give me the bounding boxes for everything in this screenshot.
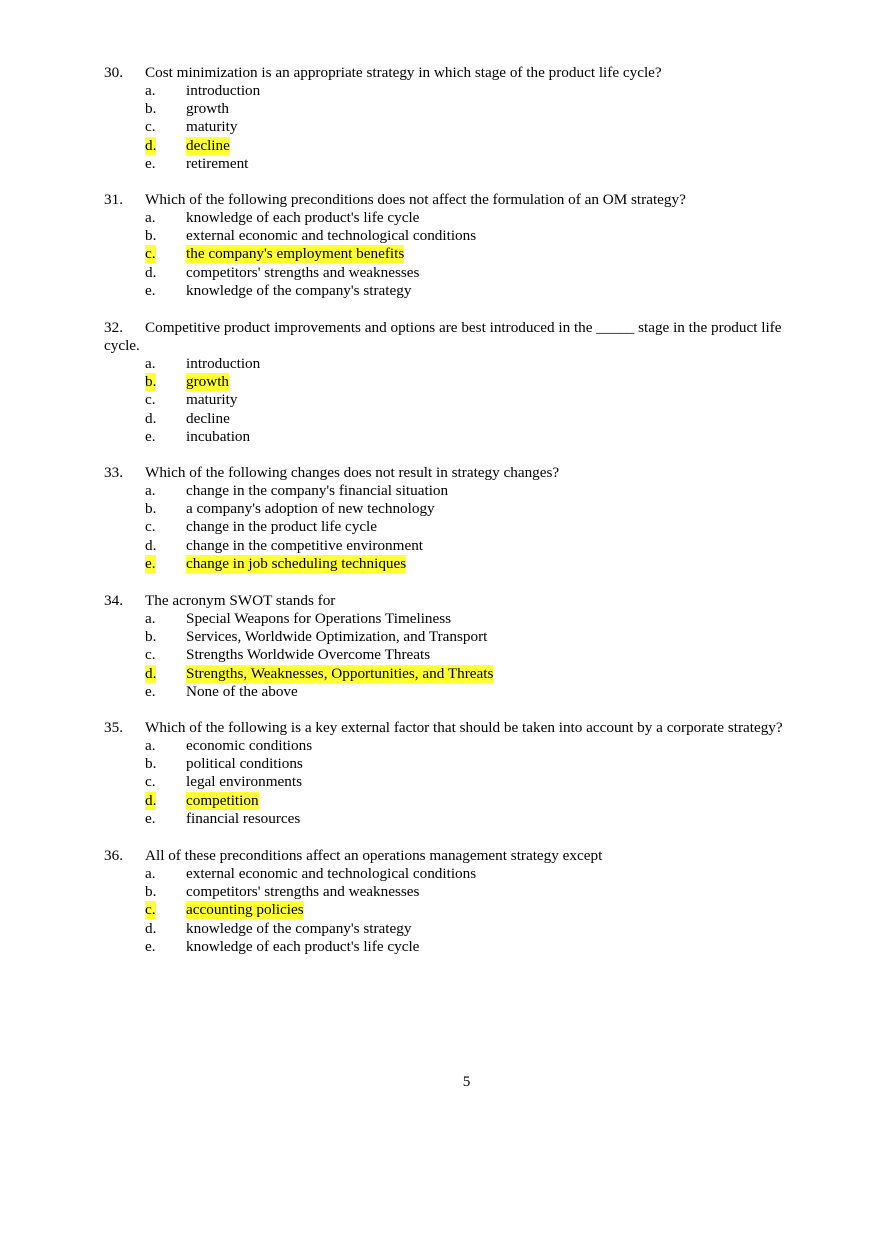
option-text: external economic and technological conditions [186, 227, 477, 245]
option-c [104, 391, 824, 409]
option-letter: e. [145, 281, 156, 299]
option-b [104, 227, 824, 245]
option-letter: d. [145, 536, 157, 554]
option-a [104, 610, 824, 628]
option-letter: b. [145, 227, 157, 245]
question-stem [104, 847, 824, 865]
option-letter: e. [145, 937, 156, 955]
option-text: knowledge of the company's strategy [186, 281, 412, 299]
question-33 [104, 464, 824, 573]
option-d-highlighted-answer [104, 665, 824, 683]
option-letter: e. [145, 809, 156, 827]
option-e [104, 282, 824, 300]
option-letter: d. [145, 664, 157, 682]
question-stem [104, 64, 824, 82]
option-letter: c. [145, 773, 156, 791]
option-b [104, 500, 824, 518]
option-text: political conditions [186, 755, 303, 773]
option-letter: b. [145, 755, 157, 773]
question-text: All of these preconditions affect an operations management strategy except [145, 847, 603, 864]
option-e [104, 810, 824, 828]
option-letter: d. [145, 791, 157, 809]
option-a [104, 82, 824, 100]
option-letter: b. [145, 883, 157, 901]
question-stem [104, 719, 824, 737]
option-letter: b. [145, 628, 157, 646]
option-a [104, 865, 824, 883]
option-text: growth [186, 100, 230, 118]
question-36 [104, 847, 824, 956]
option-letter: d. [145, 919, 157, 937]
option-letter: c. [145, 391, 156, 409]
option-a [104, 355, 824, 373]
option-text: knowledge of each product's life cycle [186, 209, 420, 226]
option-text: Strengths, Weaknesses, Opportunities, and Threats [186, 664, 494, 682]
option-letter: c. [145, 518, 156, 536]
option-text: financial resources [186, 809, 301, 827]
option-text: competitors' strengths and weaknesses [186, 883, 420, 901]
question-30 [104, 64, 824, 173]
option-letter: c. [145, 646, 156, 664]
option-letter: b. [145, 373, 157, 391]
option-b [104, 100, 824, 118]
option-e [104, 683, 824, 701]
question-number: 30. [104, 64, 123, 81]
option-text: competitors' strengths and weaknesses [186, 263, 420, 281]
option-d [104, 410, 824, 428]
question-number: 33. [104, 464, 123, 481]
option-letter: d. [145, 136, 157, 154]
option-letter: d. [145, 263, 157, 281]
option-letter: e. [145, 154, 156, 172]
option-c-highlighted-answer [104, 245, 824, 263]
option-text: external economic and technological conditions [186, 865, 477, 882]
option-letter: d. [145, 409, 157, 427]
option-text: Services, Worldwide Optimization, and Transport [186, 628, 488, 646]
option-c [104, 518, 824, 536]
option-letter: e. [145, 554, 156, 572]
page-number: 5 [462, 1073, 471, 1090]
option-b [104, 628, 824, 646]
option-c [104, 646, 824, 664]
option-letter: e. [145, 427, 156, 445]
question-stem [104, 319, 826, 355]
option-a [104, 482, 824, 500]
question-number: 35. [104, 719, 123, 736]
option-text: competition [186, 791, 259, 809]
option-text: a company's adoption of new technology [186, 500, 435, 518]
option-letter: a. [145, 355, 156, 372]
option-e-highlighted-answer [104, 555, 824, 573]
option-d [104, 264, 824, 282]
option-d-highlighted-answer [104, 792, 824, 810]
question-text: The acronym SWOT stands for [145, 592, 336, 609]
option-b-highlighted-answer [104, 373, 824, 391]
option-letter: a. [145, 482, 156, 499]
option-text: decline [186, 136, 230, 154]
option-text: change in the company's financial situation [186, 482, 449, 499]
option-text: Special Weapons for Operations Timeliness [186, 610, 452, 627]
option-c [104, 118, 824, 136]
question-stem [104, 592, 824, 610]
option-letter: b. [145, 100, 157, 118]
question-stem [104, 464, 824, 482]
option-text: retirement [186, 154, 249, 172]
option-text: incubation [186, 427, 251, 445]
option-d [104, 537, 824, 555]
question-text: Competitive product improvements and options are best introduced in the _____ stage in the product life cycle. [104, 319, 782, 354]
option-a [104, 737, 824, 755]
option-e [104, 155, 824, 173]
question-text: Which of the following preconditions does not affect the formulation of an OM strategy? [145, 191, 686, 208]
question-34 [104, 592, 824, 701]
question-text: Which of the following is a key external factor that should be taken into account by a corporate strategy? [145, 719, 783, 736]
option-letter: a. [145, 82, 156, 99]
option-letter: b. [145, 500, 157, 518]
option-letter: c. [145, 901, 156, 919]
option-letter: c. [145, 118, 156, 136]
option-a [104, 209, 824, 227]
option-letter: a. [145, 209, 156, 226]
question-number: 32. [104, 319, 123, 336]
option-text: knowledge of the company's strategy [186, 919, 412, 937]
option-text: decline [186, 409, 230, 427]
question-number: 31. [104, 191, 123, 208]
option-text: change in the competitive environment [186, 536, 424, 554]
option-text: legal environments [186, 773, 302, 791]
option-d [104, 920, 824, 938]
option-letter: e. [145, 682, 156, 700]
option-b [104, 755, 824, 773]
option-text: economic conditions [186, 737, 313, 754]
option-text: change in job scheduling techniques [186, 554, 407, 572]
option-text: knowledge of each product's life cycle [186, 937, 420, 955]
option-text: maturity [186, 391, 238, 409]
option-letter: a. [145, 610, 156, 627]
question-number: 36. [104, 847, 123, 864]
option-text: Strengths Worldwide Overcome Threats [186, 646, 431, 664]
question-stem [104, 191, 824, 209]
option-d-highlighted-answer [104, 137, 824, 155]
option-letter: c. [145, 245, 156, 263]
option-text: change in the product life cycle [186, 518, 378, 536]
question-32 [104, 319, 824, 446]
question-number: 34. [104, 592, 123, 609]
option-letter: a. [145, 737, 156, 754]
question-text: Which of the following changes does not result in strategy changes? [145, 464, 560, 481]
option-text: None of the above [186, 682, 298, 700]
option-c [104, 773, 824, 791]
option-text: maturity [186, 118, 238, 136]
option-letter: a. [145, 865, 156, 882]
option-text: growth [186, 373, 230, 391]
option-text: the company's employment benefits [186, 245, 405, 263]
option-e [104, 428, 824, 446]
option-text: introduction [186, 355, 261, 372]
question-text: Cost minimization is an appropriate strategy in which stage of the product life cycle? [145, 64, 662, 81]
option-e [104, 938, 824, 956]
option-c-highlighted-answer [104, 901, 824, 919]
question-35 [104, 719, 824, 828]
question-31 [104, 191, 824, 300]
option-text: accounting policies [186, 901, 304, 919]
option-text: introduction [186, 82, 261, 99]
option-b [104, 883, 824, 901]
